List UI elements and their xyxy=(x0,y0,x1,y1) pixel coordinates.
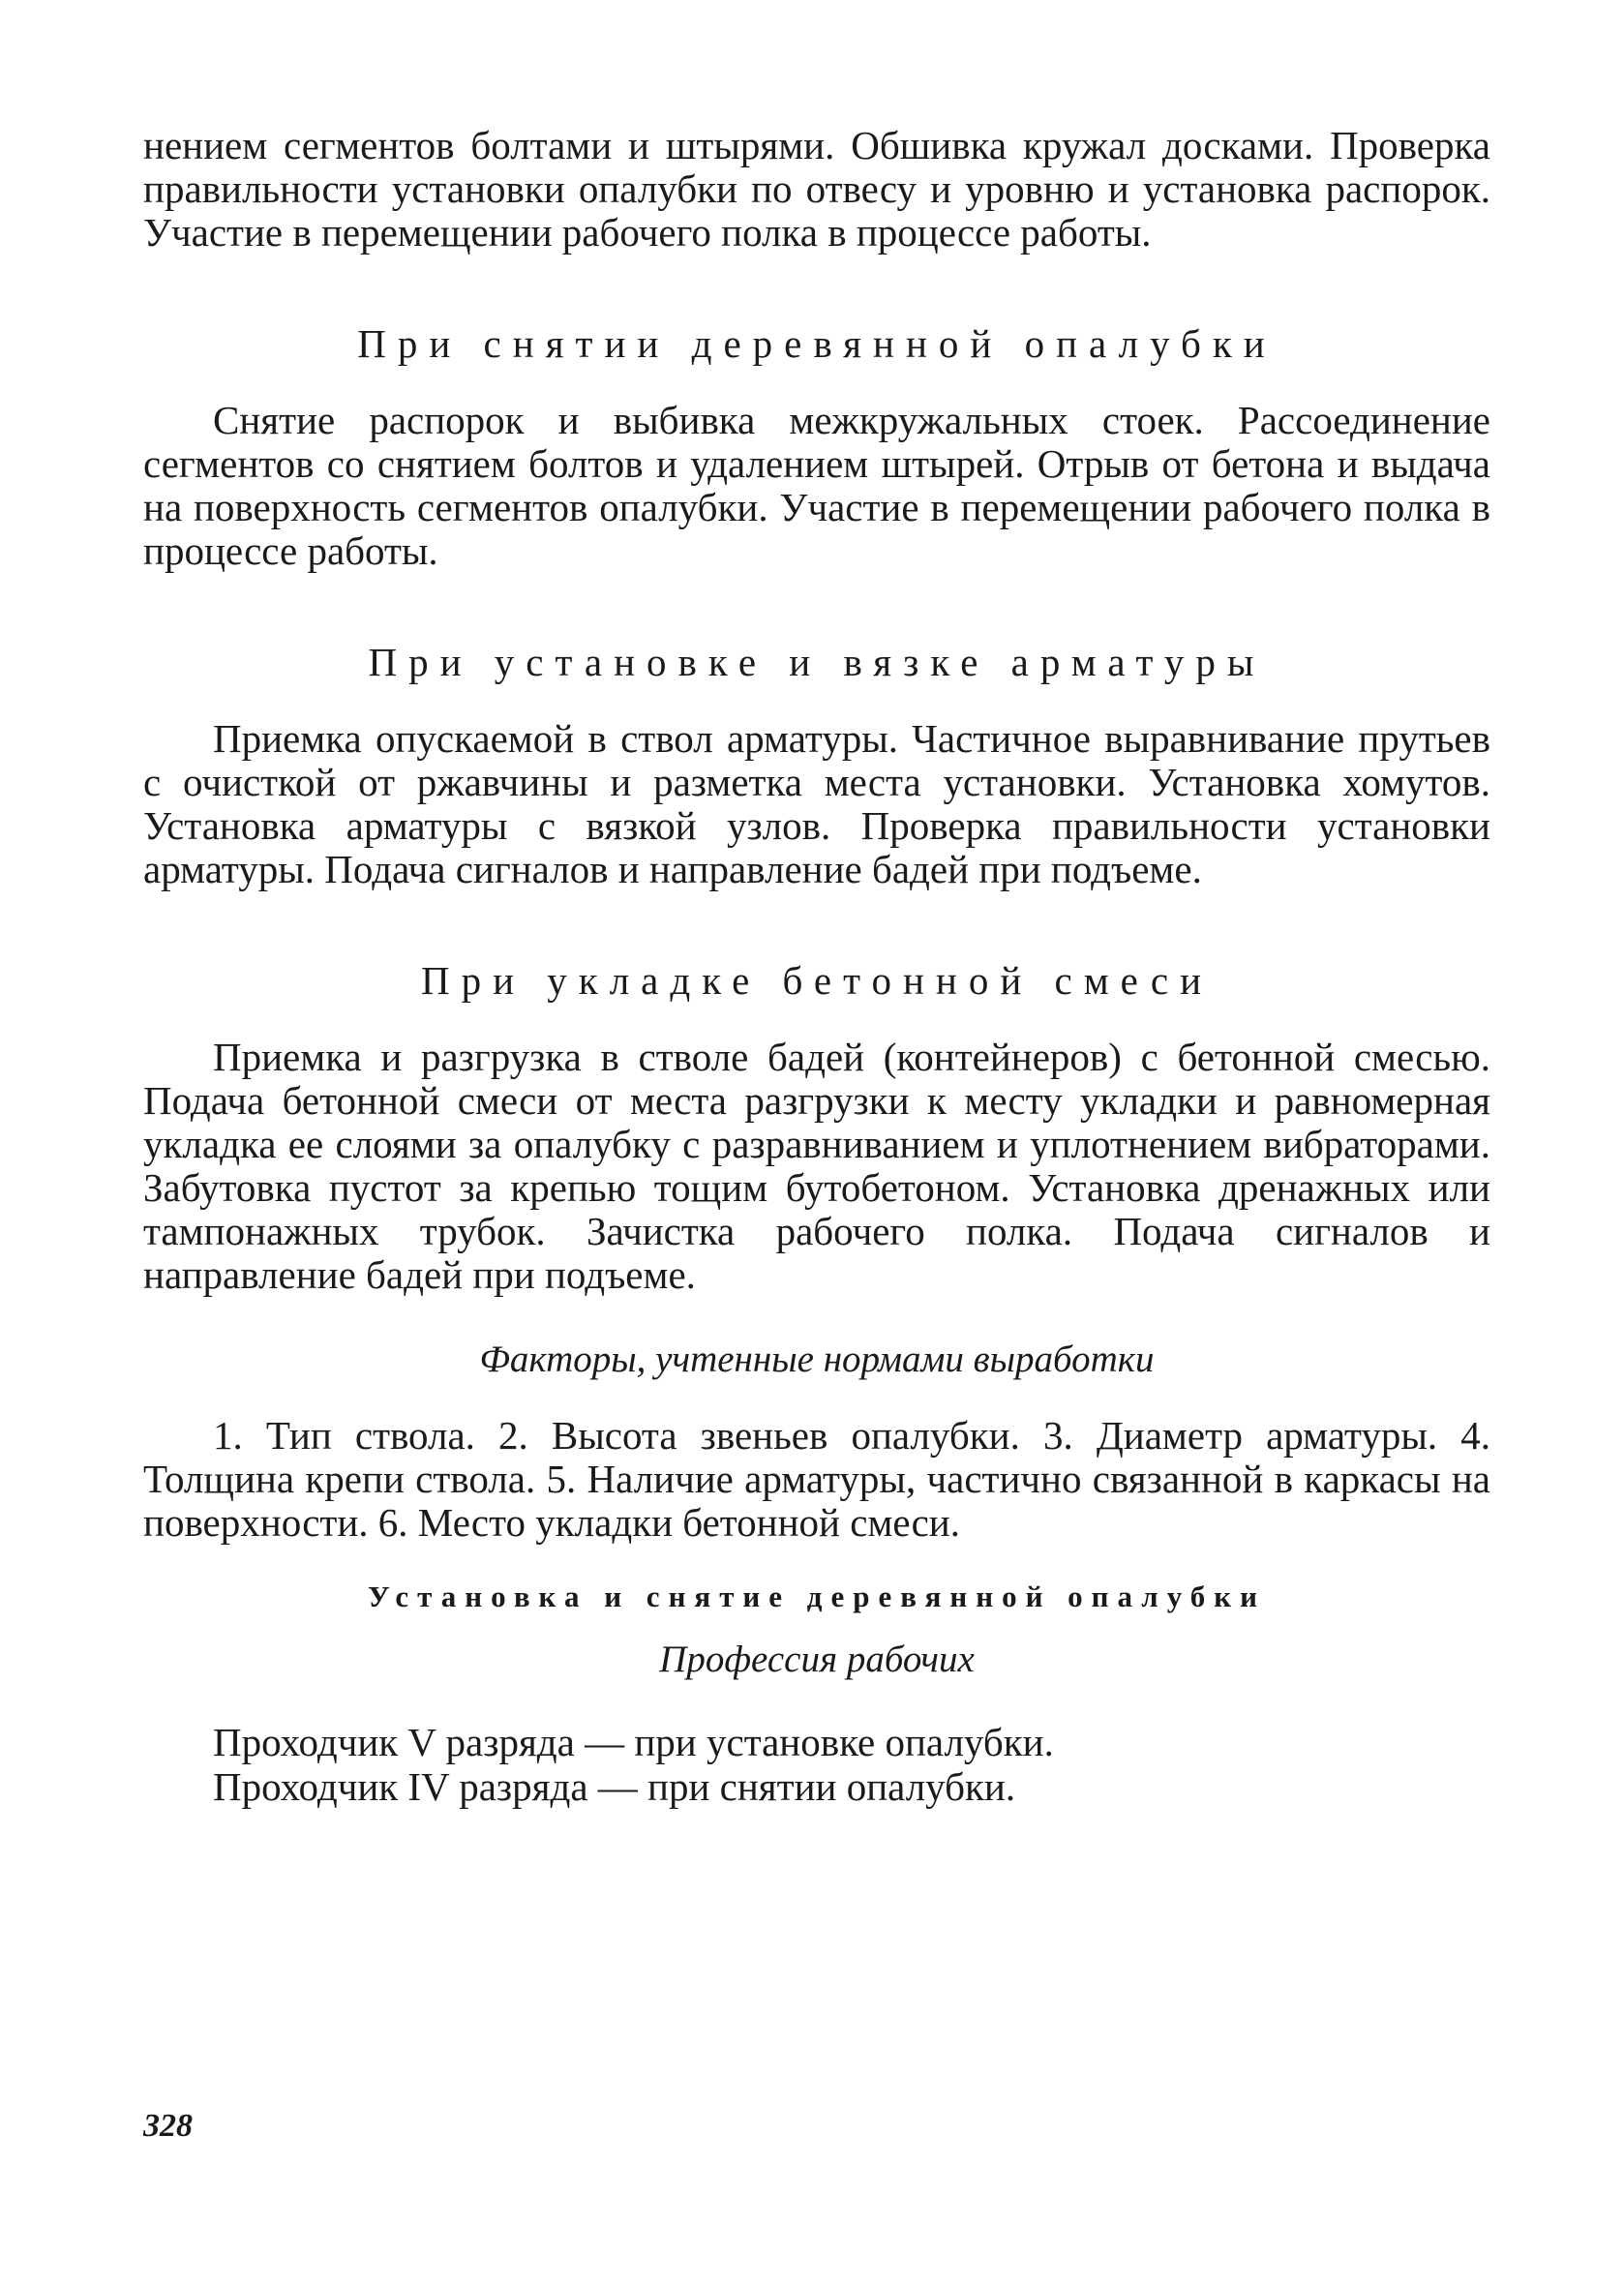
section-heading-removal: При снятии деревянной опалубки xyxy=(357,321,1277,366)
page-number: 328 xyxy=(143,2108,193,2144)
profession-line: Проходчик V разряда — при установке опалубки. xyxy=(213,1720,1054,1764)
section-title: Установка и снятие деревянной опалубки xyxy=(367,1579,1267,1613)
intro-paragraph: нением сегментов болтами и штырями. Обшивка кружал досками. Проверка правильности установки опалубки по отвесу и уровню и установка распорок. Участие в перемещении рабочего полка в процессе работы. xyxy=(143,123,1490,255)
section-heading-reinforcement: При установке и вязке арматуры xyxy=(368,640,1266,684)
factors-heading: Факторы, учтенные нормами выработки xyxy=(479,1339,1155,1380)
section-heading-concrete: При укладке бетонной смеси xyxy=(420,958,1214,1003)
section-text-concrete: Приемка и разгрузка в стволе бадей (контейнеров) с бетонной смесью. Подача бетонной смеси от места разгрузки к месту укладки и равномерная укладка ее слоями за опалубку с разравниванием и уплотнением вибраторами. Забутовка пустот за крепью тощим бутобетоном. Установка дренажных или тампонажных трубок. Зачистка рабочего полка. Подача сигналов и направление бадей при подъеме. xyxy=(143,1035,1490,1297)
factors-text: 1. Тип ствола. 2. Высота звеньев опалубки. 3. Диаметр арматуры. 4. Толщина крепи ствола. 5. Наличие арматуры, частично связанной в каркасы на поверхности. 6. Место укладки бетонной смеси. xyxy=(143,1413,1490,1545)
profession-heading: Профессия рабочих xyxy=(659,1639,975,1680)
document-page xyxy=(143,124,1490,1809)
profession-line: Проходчик IV разряда — при снятии опалубки. xyxy=(213,1764,1016,1809)
section-text-removal: Снятие распорок и выбивка межкружальных стоек. Рассоединение сегментов со снятием болтов и удалением штырей. Отрыв от бетона и выдача на поверхность сегментов опалубки. Участие в перемещении рабочего полка в процессе работы. xyxy=(143,398,1490,573)
section-text-reinforcement: Приемка опускаемой в ствол арматуры. Частичное выравнивание прутьев с очисткой от ржавчины и разметка места установки. Установка хомутов. Установка арматуры с вязкой узлов. Проверка правильности установки арматуры. Подача сигналов и направление бадей при подъеме. xyxy=(143,716,1490,891)
